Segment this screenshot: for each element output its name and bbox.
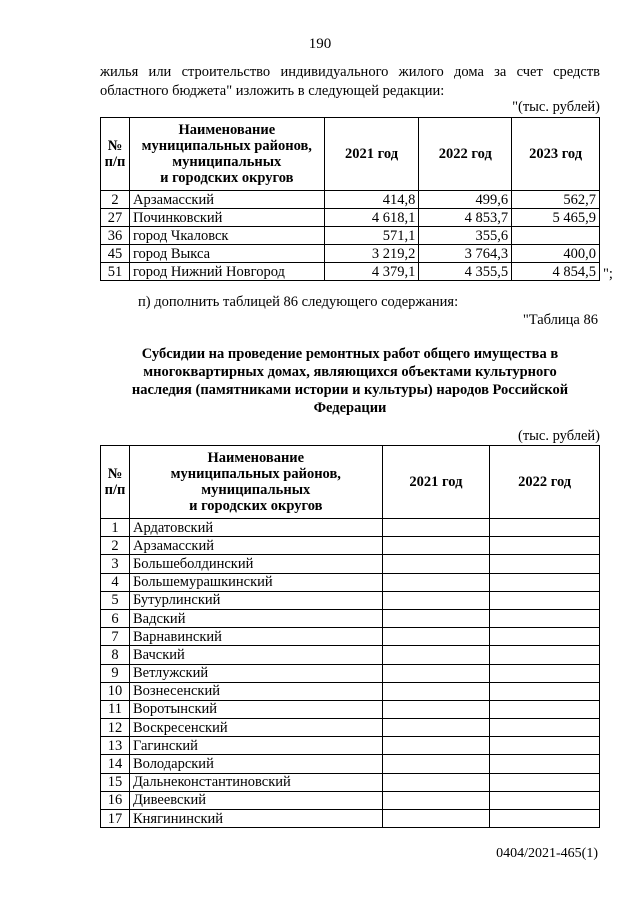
row-name: Гагинский bbox=[129, 737, 382, 755]
row-num: 13 bbox=[101, 737, 130, 755]
table-row bbox=[101, 737, 600, 755]
row-name: Вадский bbox=[129, 609, 382, 627]
row-2022 bbox=[490, 646, 600, 664]
document-code: 0404/2021-465(1) bbox=[496, 846, 598, 861]
row-2023 bbox=[512, 227, 600, 245]
row-name: Варнавинский bbox=[129, 628, 382, 646]
table2-title-line: Федерации bbox=[313, 400, 387, 416]
row-2022 bbox=[490, 791, 600, 809]
row-2022 bbox=[490, 609, 600, 627]
table2-header-2021: 2021 год bbox=[382, 446, 490, 519]
row-2022 bbox=[490, 682, 600, 700]
row-2021 bbox=[382, 791, 490, 809]
row-2021 bbox=[382, 737, 490, 755]
table-row bbox=[101, 245, 600, 263]
row-2022 bbox=[490, 773, 600, 791]
row-name: Воскресенский bbox=[129, 719, 382, 737]
row-2022: 4 355,5 bbox=[419, 263, 512, 281]
row-num: 3 bbox=[101, 555, 130, 573]
row-2022 bbox=[490, 810, 600, 828]
row-2023: 5 465,9 bbox=[512, 209, 600, 227]
table-row bbox=[101, 191, 600, 209]
table2-header-row bbox=[101, 446, 600, 519]
table2-title bbox=[100, 345, 600, 417]
row-2021 bbox=[382, 628, 490, 646]
row-2022 bbox=[490, 591, 600, 609]
row-2021 bbox=[382, 519, 490, 537]
intro-text bbox=[100, 63, 600, 101]
table-row bbox=[101, 609, 600, 627]
table2-header-name-line: муниципальных bbox=[201, 482, 311, 498]
row-2021 bbox=[382, 646, 490, 664]
row-name: Воротынский bbox=[129, 700, 382, 718]
table2-title-line: наследия (памятниками истории и культуры) народов Российской bbox=[131, 382, 569, 398]
table2-header-2022: 2022 год bbox=[490, 446, 600, 519]
row-2021 bbox=[382, 537, 490, 555]
row-2023: 562,7 bbox=[512, 191, 600, 209]
intro-line-1: жилья или строительство индивидуального жилого дома за счет средств bbox=[100, 64, 600, 80]
table1-closing-quote: "; bbox=[603, 266, 613, 282]
row-num: 17 bbox=[101, 810, 130, 828]
table2-header-name-line: муниципальных районов, bbox=[170, 466, 341, 482]
row-2021 bbox=[382, 810, 490, 828]
row-2022: 355,6 bbox=[419, 227, 512, 245]
row-2022 bbox=[490, 519, 600, 537]
table1-header-2023: 2023 год bbox=[512, 118, 600, 191]
row-num: 6 bbox=[101, 609, 130, 627]
row-name: Ветлужский bbox=[129, 664, 382, 682]
table-row bbox=[101, 519, 600, 537]
row-name: город Нижний Новгород bbox=[129, 263, 324, 281]
table1-header-num: № п/п bbox=[101, 118, 130, 191]
table-row bbox=[101, 773, 600, 791]
row-name: Арзамасский bbox=[129, 537, 382, 555]
table1-header-name-line: Наименование bbox=[178, 122, 276, 138]
row-name: Большеболдинский bbox=[129, 555, 382, 573]
table1 bbox=[100, 117, 600, 281]
table-row bbox=[101, 263, 600, 281]
table2-header-name-line: Наименование bbox=[207, 450, 305, 466]
table-row bbox=[101, 573, 600, 591]
table-row bbox=[101, 628, 600, 646]
table2-title-line: Субсидии на проведение ремонтных работ общего имущества в bbox=[141, 346, 559, 362]
row-num: 51 bbox=[101, 263, 130, 281]
row-2021: 571,1 bbox=[324, 227, 419, 245]
table1-header-name-line: муниципальных bbox=[172, 154, 282, 170]
table-row bbox=[101, 209, 600, 227]
row-num: 7 bbox=[101, 628, 130, 646]
row-num: 11 bbox=[101, 700, 130, 718]
row-num: 2 bbox=[101, 191, 130, 209]
row-2022: 3 764,3 bbox=[419, 245, 512, 263]
row-name: Большемурашкинский bbox=[129, 573, 382, 591]
row-name: Вачский bbox=[129, 646, 382, 664]
row-num: 9 bbox=[101, 664, 130, 682]
row-2023: 4 854,5 bbox=[512, 263, 600, 281]
table2-units: (тыс. рублей) bbox=[518, 428, 600, 444]
row-num: 15 bbox=[101, 773, 130, 791]
table2-title-line: многоквартирных домах, являющихся объектами культурного bbox=[143, 364, 557, 380]
table-row bbox=[101, 810, 600, 828]
table-row bbox=[101, 555, 600, 573]
table-row bbox=[101, 227, 600, 245]
row-2021 bbox=[382, 700, 490, 718]
row-2022 bbox=[490, 628, 600, 646]
row-2022: 4 853,7 bbox=[419, 209, 512, 227]
row-2021 bbox=[382, 773, 490, 791]
row-2022 bbox=[490, 700, 600, 718]
page-number: 190 bbox=[308, 36, 332, 52]
row-2022 bbox=[490, 573, 600, 591]
row-num: 10 bbox=[101, 682, 130, 700]
table-row bbox=[101, 682, 600, 700]
row-num: 12 bbox=[101, 719, 130, 737]
table-row bbox=[101, 719, 600, 737]
row-name: Вознесенский bbox=[129, 682, 382, 700]
table2-header-name-line: и городских округов bbox=[189, 498, 323, 514]
row-2021 bbox=[382, 755, 490, 773]
row-2022: 499,6 bbox=[419, 191, 512, 209]
table2 bbox=[100, 445, 600, 828]
row-2022 bbox=[490, 755, 600, 773]
row-2021: 414,8 bbox=[324, 191, 419, 209]
table2-header-num: № п/п bbox=[101, 446, 130, 519]
row-name: Дивеевский bbox=[129, 791, 382, 809]
row-2022 bbox=[490, 664, 600, 682]
table1-header-row bbox=[101, 118, 600, 191]
row-num: 14 bbox=[101, 755, 130, 773]
row-num: 45 bbox=[101, 245, 130, 263]
row-2021 bbox=[382, 719, 490, 737]
row-2022 bbox=[490, 737, 600, 755]
row-2021 bbox=[382, 591, 490, 609]
row-name: Володарский bbox=[129, 755, 382, 773]
table-row bbox=[101, 755, 600, 773]
row-num: 36 bbox=[101, 227, 130, 245]
row-num: 2 bbox=[101, 537, 130, 555]
table-row bbox=[101, 591, 600, 609]
row-2021: 4 618,1 bbox=[324, 209, 419, 227]
row-name: Княгининский bbox=[129, 810, 382, 828]
intro-line-2: областного бюджета" изложить в следующей редакции: bbox=[100, 83, 445, 99]
table-label: "Таблица 86 bbox=[522, 312, 598, 328]
table1-header-name bbox=[129, 118, 324, 191]
row-2022 bbox=[490, 537, 600, 555]
row-name: Арзамасский bbox=[129, 191, 324, 209]
row-num: 5 bbox=[101, 591, 130, 609]
row-2021: 3 219,2 bbox=[324, 245, 419, 263]
row-2022 bbox=[490, 555, 600, 573]
row-name: город Выкса bbox=[129, 245, 324, 263]
table2-header-name bbox=[129, 446, 382, 519]
table-row bbox=[101, 664, 600, 682]
table-row bbox=[101, 791, 600, 809]
table-row bbox=[101, 646, 600, 664]
row-2021 bbox=[382, 573, 490, 591]
row-num: 1 bbox=[101, 519, 130, 537]
row-2022 bbox=[490, 719, 600, 737]
row-name: Починковский bbox=[129, 209, 324, 227]
table-row bbox=[101, 700, 600, 718]
table1-units: "(тыс. рублей) bbox=[512, 99, 600, 115]
row-2021 bbox=[382, 609, 490, 627]
table-row bbox=[101, 537, 600, 555]
row-2021 bbox=[382, 682, 490, 700]
amendment-text: п) дополнить таблицей 86 следующего содержания: bbox=[138, 294, 459, 310]
row-num: 4 bbox=[101, 573, 130, 591]
row-2021 bbox=[382, 664, 490, 682]
table1-header-name-line: муниципальных районов, bbox=[141, 138, 312, 154]
row-2023: 400,0 bbox=[512, 245, 600, 263]
row-num: 27 bbox=[101, 209, 130, 227]
row-name: Дальнеконстантиновский bbox=[129, 773, 382, 791]
row-2021 bbox=[382, 555, 490, 573]
row-name: Бутурлинский bbox=[129, 591, 382, 609]
row-2021: 4 379,1 bbox=[324, 263, 419, 281]
row-name: Ардатовский bbox=[129, 519, 382, 537]
row-num: 16 bbox=[101, 791, 130, 809]
table1-header-name-line: и городских округов bbox=[160, 170, 294, 186]
row-name: город Чкаловск bbox=[129, 227, 324, 245]
table1-header-2021: 2021 год bbox=[324, 118, 419, 191]
table1-header-2022: 2022 год bbox=[419, 118, 512, 191]
row-num: 8 bbox=[101, 646, 130, 664]
